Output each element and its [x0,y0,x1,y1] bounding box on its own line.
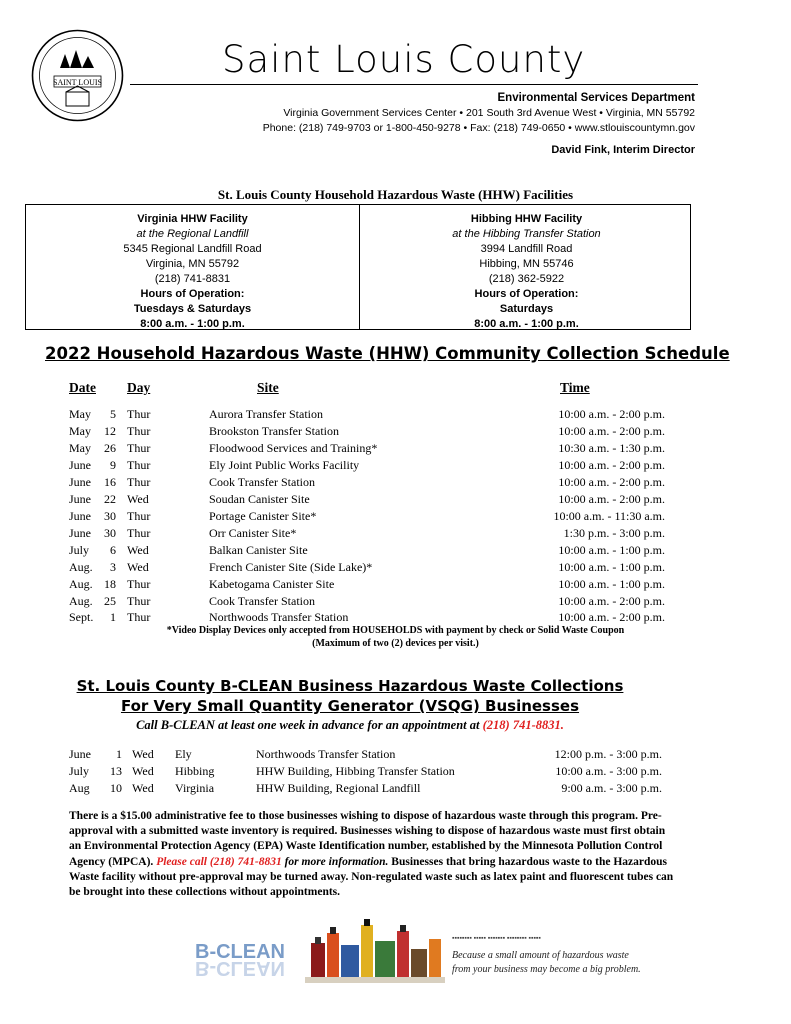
row-month: Aug [69,781,90,795]
row-month: July [69,764,90,778]
director-name: David Fink, Interim Director [551,144,695,156]
row-weekday: Wed [127,492,149,506]
row-time: 10:30 a.m. - 1:30 p.m. [558,441,665,455]
row-site: French Canister Site (Side Lake)* [209,560,373,574]
row-time: 10:00 a.m. - 2:00 p.m. [558,407,665,421]
row-site: Northwoods Transfer Station [209,610,349,624]
row-site: Brookston Transfer Station [209,424,340,438]
row-month: Aug. [69,560,93,574]
row-weekday: Wed [132,764,154,778]
row-weekday: Thur [127,475,151,489]
row-month: June [69,475,91,489]
row-time: 10:00 a.m. - 2:00 p.m. [558,610,665,624]
facility-hours: 8:00 a.m. - 1:00 p.m. [474,318,579,330]
row-city: Virginia [175,781,215,795]
department-contact: Phone: (218) 749-9703 or 1-800-450-9278 • Fax: (218) 749-0650 • www.stlouiscountymn.gov [262,122,695,134]
row-weekday: Thur [127,441,151,455]
facility-location: at the Hibbing Transfer Station [452,228,601,240]
row-month: Aug. [69,577,93,591]
row-site: Cook Transfer Station [209,594,316,608]
bclean-call-line [0,718,700,733]
schedule-row [0,424,791,441]
schedule-row [0,577,791,594]
row-month: July [69,543,90,557]
row-weekday: Thur [127,594,151,608]
row-time: 12:00 p.m. - 3:00 p.m. [554,747,662,761]
row-time: 10:00 a.m. - 2:00 p.m. [558,424,665,438]
row-month: May [69,407,91,421]
county-title: Saint Louis County [222,38,586,81]
facility-city: Hibbing, MN 55746 [479,258,574,270]
tagline-fine-print: ▪▪▪▪▪▪▪▪ ▪▪▪▪▪ ▪▪▪▪▪▪▪ ▪▪▪▪▪▪▪▪ ▪▪▪▪▪ [452,934,541,942]
row-time: 10:00 a.m. - 2:00 p.m. [558,492,665,506]
row-time: 10:00 a.m. - 3:00 p.m. [555,764,662,778]
hazardous-products-image [305,915,445,985]
schedule-note-line-2: (Maximum of two (2) devices per visit.) [312,638,479,649]
call-text: Call B-CLEAN at least one week in advance for an appointment at [136,718,483,732]
row-month: June [69,458,91,472]
schedule-row [0,509,791,526]
row-weekday: Wed [132,747,154,761]
bclean-heading: St. Louis County B-CLEAN Business Hazardous Waste Collections [76,677,624,695]
tagline-line-1: Because a small amount of hazardous waste [452,950,629,961]
column-header-time: Time [560,380,590,395]
schedule-row [0,492,791,509]
facility-hours: 8:00 a.m. - 1:00 p.m. [140,318,245,330]
schedule-row [0,441,791,458]
facility-street: 5345 Regional Landfill Road [123,243,262,255]
virginia-facility [26,212,359,332]
row-day: 9 [110,458,116,472]
row-weekday: Thur [127,526,151,540]
hibbing-facility [360,212,693,332]
schedule-heading: 2022 Household Hazardous Waste (HHW) Community Collection Schedule [45,344,730,363]
facility-location: at the Regional Landfill [136,228,249,240]
row-site: HHW Building, Regional Landfill [256,781,421,795]
row-day: 26 [104,441,116,455]
facilities-heading: St. Louis County Household Hazardous Waste (HHW) Facilities [217,187,574,202]
row-city: Ely [175,747,192,761]
bclean-row [0,747,791,764]
row-weekday: Wed [127,560,149,574]
row-day: 10 [110,781,122,795]
row-day: 30 [104,526,116,540]
facility-city: Virginia, MN 55792 [145,258,240,270]
seal-text: SAINT LOUIS [53,78,102,87]
row-site: Floodwood Services and Training* [209,441,378,455]
schedule-note-line-1: *Video Display Devices only accepted from HOUSEHOLDS with payment by check or Solid Waste Coupon [166,625,625,636]
schedule-row [0,458,791,475]
row-weekday: Thur [127,509,151,523]
row-weekday: Thur [127,458,151,472]
call-phone: (218) 741-8831. [482,718,564,732]
row-day: 18 [104,577,116,591]
column-header-date: Date [69,380,96,395]
row-site: Portage Canister Site* [209,509,317,523]
row-month: June [69,747,91,761]
bclean-logo-reflection: B-CLEAN [195,957,285,979]
fee-text-2: Businesses that bring hazardous waste to the Hazardous Waste facility without pre-approval may be turned away. Non-regulated waste such as latex paint and fluorescent tubes can be brought into these collections without appointments. [69,855,674,899]
fee-phone-link: Please call (218) 741-8831 [156,855,282,868]
row-time: 9:00 a.m. - 3:00 p.m. [561,781,662,795]
facility-street: 3994 Landfill Road [480,243,573,255]
row-site: Northwoods Transfer Station [256,747,396,761]
row-weekday: Thur [127,407,151,421]
row-day: 22 [104,492,116,506]
row-site: Orr Canister Site* [209,526,297,540]
row-time: 10:00 a.m. - 2:00 p.m. [558,594,665,608]
facility-hours-label: Hours of Operation: [140,288,245,300]
row-site: Aurora Transfer Station [209,407,323,421]
column-header-day: Day [127,380,151,395]
row-day: 13 [110,764,122,778]
row-site: HHW Building, Hibbing Transfer Station [256,764,455,778]
row-weekday: Wed [127,543,149,557]
bclean-subheading: For Very Small Quantity Generator (VSQG) Businesses [120,697,580,715]
row-month: Sept. [69,610,94,624]
row-month: May [69,424,91,438]
row-day: 12 [104,424,116,438]
row-time: 10:00 a.m. - 1:00 p.m. [558,560,665,574]
facility-days: Tuesdays & Saturdays [133,303,252,315]
row-month: June [69,509,91,523]
facility-phone: (218) 741-8831 [154,273,231,285]
facility-name: Hibbing HHW Facility [470,213,583,225]
row-day: 6 [110,543,116,557]
row-weekday: Thur [127,577,151,591]
row-day: 30 [104,509,116,523]
row-day: 25 [104,594,116,608]
facility-days: Saturdays [499,303,554,315]
county-seal-logo [30,28,125,123]
row-day: 16 [104,475,116,489]
schedule-row [0,594,791,611]
fee-paragraph [69,809,679,900]
row-time: 10:00 a.m. - 1:00 p.m. [558,543,665,557]
row-time: 10:00 a.m. - 1:00 p.m. [558,577,665,591]
row-day: 1 [110,610,116,624]
row-time: 10:00 a.m. - 2:00 p.m. [558,458,665,472]
fee-text-1: There is a $15.00 administrative fee to those businesses wishing to dispose of hazardous waste through this program. Pre-approval with a submitted waste inventory is required. Businesses wishing to dispose of hazardous waste must first obtain an Environmental Protection Agency (EPA) Waste Identification number, established by the Minnesota Pollution Control Agency (MPCA). [69,810,666,868]
department-address: Virginia Government Services Center • 201 South 3rd Avenue West • Virginia, MN 55792 [283,107,695,119]
row-day: 3 [110,560,116,574]
row-site: Cook Transfer Station [209,475,316,489]
tagline-line-2: from your business may become a big problem. [452,964,641,975]
row-day: 1 [116,747,122,761]
bclean-row [0,781,791,798]
row-city: Hibbing [175,764,215,778]
row-weekday: Wed [132,781,154,795]
bclean-row [0,764,791,781]
row-weekday: Thur [127,424,151,438]
row-time: 10:00 a.m. - 11:30 a.m. [553,509,665,523]
row-month: June [69,492,91,506]
title-rule [130,84,698,85]
row-month: May [69,441,91,455]
department-name: Environmental Services Department [497,92,695,104]
facility-name: Virginia HHW Facility [137,213,248,225]
schedule-row [0,407,791,424]
facility-phone: (218) 362-5922 [488,273,565,285]
row-month: June [69,526,91,540]
fee-more-info: for more information. [284,855,389,868]
row-site: Kabetogama Canister Site [209,577,335,591]
schedule-row [0,475,791,492]
row-site: Ely Joint Public Works Facility [209,458,360,472]
row-time: 10:00 a.m. - 2:00 p.m. [558,475,665,489]
row-day: 5 [110,407,116,421]
column-header-site: Site [257,380,279,395]
facility-hours-label: Hours of Operation: [474,288,579,300]
facilities-box [25,204,691,330]
row-time: 1:30 p.m. - 3:00 p.m. [563,526,665,540]
bclean-logo [190,934,290,984]
row-month: Aug. [69,594,93,608]
row-site: Balkan Canister Site [209,543,308,557]
row-site: Soudan Canister Site [209,492,310,506]
schedule-row [0,560,791,577]
schedule-row [0,526,791,543]
row-weekday: Thur [127,610,151,624]
bclean-logo-text: B-CLEAN [195,941,285,963]
schedule-row [0,543,791,560]
